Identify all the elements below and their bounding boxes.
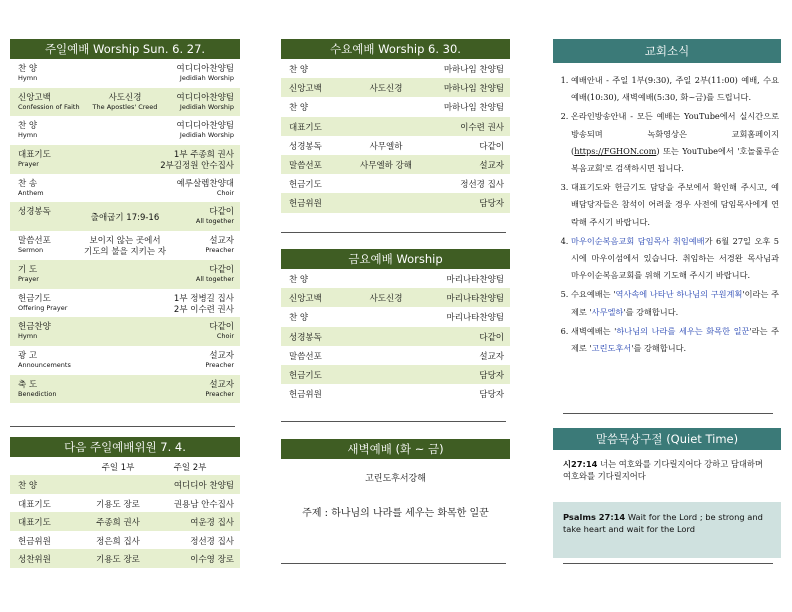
order-leader-2: 2부김정원 안수집사 bbox=[160, 161, 234, 172]
order-leader-en: Choir bbox=[216, 332, 234, 341]
order-item: 찬 양 bbox=[289, 313, 309, 324]
committee-row bbox=[10, 531, 240, 550]
order-row bbox=[281, 155, 510, 174]
qt-english-text: Wait for the Lord ; be strong and take heart and wait for the Lord bbox=[563, 512, 763, 534]
next-week-list bbox=[10, 475, 240, 568]
order-item: 대표기도 bbox=[18, 150, 51, 161]
order-row bbox=[281, 384, 510, 403]
news-items bbox=[553, 72, 779, 357]
order-leader: 1부 주종희 권사 bbox=[173, 150, 234, 161]
news-text: 고린도후서 bbox=[591, 343, 632, 354]
news-item bbox=[571, 179, 779, 231]
order-item: 신앙고백 bbox=[289, 294, 322, 305]
order-leader: 정선경 집사 bbox=[460, 180, 504, 191]
order-item: 헌금찬양 bbox=[18, 322, 51, 333]
news-text: '를 강해합니다. bbox=[631, 343, 687, 354]
order-leader: 예루살렘찬양대 bbox=[176, 178, 234, 189]
order-item: 말씀선포 bbox=[18, 236, 51, 247]
dawn-series: 고린도후서강해 bbox=[365, 474, 426, 484]
news-text: '이라는 주제로 ' bbox=[571, 289, 779, 317]
order-leader-en: Preacher bbox=[205, 360, 234, 369]
order-content: 보이지 않는 곳에서 bbox=[89, 236, 161, 247]
news-text: 온라인방송안내 - 모든 예배는 YouTube에서 실시간으로 방송되며 녹화영상은 교회홈페이지( bbox=[571, 111, 779, 156]
order-leader: 다같이 bbox=[209, 322, 234, 333]
order-leader-en: All together bbox=[195, 217, 234, 226]
committee-role: 헌금위원 bbox=[18, 536, 51, 547]
order-item: 헌금위원 bbox=[289, 390, 322, 401]
wednesday-section bbox=[281, 0, 510, 213]
order-leader: 설교자 bbox=[209, 236, 234, 247]
order-content: 출애굽기 17:9-16 bbox=[90, 213, 160, 224]
order-item-en: Hymn bbox=[18, 332, 38, 341]
order-leader-en: All together bbox=[195, 274, 234, 283]
committee-service-2: 여디디아 찬양팀 bbox=[173, 481, 234, 491]
wednesday-title: 수요예배 Worship 6. 30. bbox=[281, 39, 510, 59]
order-item: 찬 양 bbox=[289, 65, 309, 75]
order-leader: 마리나타찬양팀 bbox=[446, 275, 504, 285]
order-row bbox=[10, 346, 240, 375]
order-item: 성경봉독 bbox=[289, 332, 322, 343]
qt-korean-ref: 시27:14 bbox=[563, 459, 598, 469]
order-row bbox=[10, 88, 240, 117]
order-leader-en: Preacher bbox=[205, 389, 234, 398]
order-item: 신앙고백 bbox=[289, 84, 322, 95]
news-text: 수요예배는 ' bbox=[571, 289, 616, 300]
committee-service-1: 기용도 장로 bbox=[96, 499, 140, 510]
news-title: 교회소식 bbox=[553, 39, 781, 63]
order-leader: 마리나타찬양팀 bbox=[446, 294, 504, 305]
order-row bbox=[281, 269, 510, 288]
order-item: 찬 양 bbox=[289, 103, 309, 114]
order-content-en: The Apostles' Creed bbox=[92, 102, 158, 111]
order-item-en: Hymn bbox=[18, 74, 38, 82]
order-leader: 담당자 bbox=[479, 390, 504, 401]
committee-service-1: 주종희 권사 bbox=[96, 518, 140, 529]
order-item: 찬 양 bbox=[18, 121, 38, 132]
divider bbox=[10, 426, 235, 427]
order-item: 찬 양 bbox=[18, 64, 38, 74]
sunday-section bbox=[10, 0, 240, 403]
news-text: 가 6월 27일 오후 5시에 마우이섬에서 있습니다. 취임하는 서경완 목사님과 마우이순복음교회를 위해 기도해 주시기 바랍니다. bbox=[571, 235, 779, 281]
order-item-en: Confession of Faith bbox=[18, 102, 80, 111]
order-item: 축 도 bbox=[18, 379, 38, 390]
order-row bbox=[10, 375, 240, 404]
committee-role: 찬 양 bbox=[18, 481, 38, 491]
order-leader: 담당자 bbox=[479, 199, 504, 210]
friday-order-list bbox=[281, 269, 510, 403]
order-item: 헌금위원 bbox=[289, 199, 322, 210]
order-content: 사무엘하 bbox=[369, 141, 403, 152]
order-row bbox=[10, 231, 240, 260]
committee-row bbox=[10, 512, 240, 531]
order-item: 광 고 bbox=[18, 350, 38, 361]
order-leader: 마하나임 찬양팀 bbox=[443, 84, 504, 95]
order-item: 헌금기도 bbox=[289, 180, 322, 191]
order-item: 신앙고백 bbox=[18, 92, 51, 103]
order-content: 사도신경 bbox=[108, 92, 142, 103]
friday-section bbox=[281, 249, 510, 403]
order-leader: 다같이 bbox=[209, 207, 234, 218]
news-item bbox=[571, 108, 779, 177]
news-list bbox=[553, 72, 779, 359]
committee-row bbox=[10, 475, 240, 494]
order-item-en: Benediction bbox=[18, 389, 57, 398]
order-item: 헌금기도 bbox=[18, 293, 51, 304]
news-text: 마우이순복음교회 담임목사 취임예배 bbox=[571, 235, 705, 246]
order-leader: 마하나임 찬양팀 bbox=[443, 65, 504, 75]
order-leader: 1부 정병길 집사 bbox=[173, 293, 234, 304]
dawn-section bbox=[281, 439, 510, 519]
qt-english bbox=[553, 502, 781, 558]
order-content: 사도신경 bbox=[369, 294, 403, 305]
order-item-en: Anthem bbox=[18, 188, 44, 197]
order-item: 성경봉독 bbox=[18, 207, 51, 218]
order-row bbox=[281, 136, 510, 155]
committee-service-2: 여운경 집사 bbox=[190, 518, 234, 529]
dawn-theme: 주제 : 하나님의 나라를 세우는 화목한 일꾼 bbox=[302, 508, 489, 519]
order-row bbox=[10, 202, 240, 231]
order-leader: 여디디아찬양팀 bbox=[176, 121, 234, 132]
order-leader: 다같이 bbox=[479, 332, 504, 343]
qt-korean bbox=[553, 450, 781, 498]
news-text: 사무엘하 bbox=[591, 306, 624, 317]
committee-role: 대표기도 bbox=[18, 499, 51, 510]
order-row bbox=[10, 174, 240, 203]
order-leader: 여디디아찬양팀 bbox=[176, 64, 234, 74]
wednesday-order-list bbox=[281, 59, 510, 213]
qt-english-ref: Psalms 27:14 bbox=[563, 512, 626, 522]
divider bbox=[281, 232, 506, 233]
sunday-title: 주일예배 Worship Sun. 6. 27. bbox=[10, 39, 240, 59]
order-row bbox=[281, 327, 510, 346]
qt-korean-text: 너는 여호와를 기다릴지어다 강하고 담대하며 여호와를 기다릴지어다 bbox=[563, 459, 763, 481]
order-item-en: Prayer bbox=[18, 274, 39, 283]
news-text: 예배안내 - 주일 1부(9:30), 주일 2부(11:00) 예배, 수요예배(10:30), 새벽예배(5:30, 화~금)를 드립니다. bbox=[571, 75, 779, 103]
order-leader: 설교자 bbox=[209, 379, 234, 390]
order-row bbox=[281, 78, 510, 97]
order-row bbox=[10, 317, 240, 346]
news-text: '를 강해합니다. bbox=[623, 306, 679, 317]
col-service-2: 주일 2부 bbox=[173, 463, 207, 473]
order-leader-en: Preacher bbox=[205, 246, 234, 255]
committee-service-1: 정은희 집사 bbox=[96, 536, 140, 547]
order-item-en: Hymn bbox=[18, 131, 38, 140]
order-row bbox=[10, 260, 240, 289]
order-item: 헌금기도 bbox=[289, 370, 322, 381]
order-row bbox=[281, 97, 510, 116]
order-item: 말씀선포 bbox=[289, 351, 322, 362]
order-item-en: Offering Prayer bbox=[18, 303, 68, 312]
committee-role: 대표기도 bbox=[18, 518, 51, 529]
order-item: 기 도 bbox=[18, 264, 38, 275]
committee-role: 성찬위원 bbox=[18, 555, 51, 566]
order-leader: 다같이 bbox=[479, 141, 504, 152]
news-text: 역사속에 나타난 하나님의 구원계획 bbox=[615, 289, 743, 300]
news-text: 새벽예배는 ' bbox=[571, 325, 617, 336]
order-leader-en: Jedidiah Worship bbox=[179, 74, 234, 82]
news-section bbox=[553, 0, 781, 63]
qt-title: 말씀묵상구절 (Quiet Time) bbox=[553, 428, 781, 450]
committee-service-2: 이수영 장로 bbox=[190, 555, 234, 566]
order-leader-en: Jedidiah Worship bbox=[179, 131, 234, 140]
committee-row bbox=[10, 494, 240, 513]
order-row bbox=[281, 174, 510, 193]
committee-service-1: 기용도 장로 bbox=[96, 555, 140, 566]
order-leader-en: Jedidiah Worship bbox=[179, 102, 234, 111]
committee-row bbox=[10, 549, 240, 568]
order-item-en: Announcements bbox=[18, 360, 71, 369]
order-content: 사무엘하 강해 bbox=[360, 160, 412, 171]
next-week-section bbox=[10, 437, 240, 568]
order-row bbox=[281, 59, 510, 78]
order-content: 사도신경 bbox=[369, 84, 403, 95]
order-item-en: Prayer bbox=[18, 160, 39, 169]
committee-service-2: 정선경 집사 bbox=[190, 536, 234, 547]
order-row bbox=[10, 59, 240, 88]
order-item: 찬 양 bbox=[289, 275, 309, 285]
divider bbox=[563, 563, 773, 564]
order-leader: 설교자 bbox=[479, 160, 504, 171]
news-text: 대표기도와 헌금기도 담당을 주보에서 확인해 주시고, 예배담당자들은 참석이 어려울 경우 사전에 담임목사에게 연락해 주시기 바랍니다. bbox=[571, 182, 779, 227]
order-leader-2: 2부 이수련 권사 bbox=[173, 304, 234, 315]
news-item bbox=[571, 72, 779, 106]
order-item: 성경봉독 bbox=[289, 141, 322, 152]
news-item bbox=[571, 286, 779, 320]
order-row bbox=[281, 193, 510, 212]
order-row bbox=[281, 307, 510, 326]
divider bbox=[281, 421, 506, 422]
divider bbox=[281, 563, 506, 564]
divider bbox=[563, 413, 773, 414]
sunday-order-list bbox=[10, 59, 240, 403]
order-leader: 마리나타찬양팀 bbox=[446, 313, 504, 324]
order-leader: 담당자 bbox=[479, 370, 504, 381]
order-row bbox=[281, 365, 510, 384]
order-item: 대표기도 bbox=[289, 122, 322, 133]
order-row bbox=[281, 117, 510, 136]
order-item-en: Sermon bbox=[18, 246, 44, 255]
order-row bbox=[281, 346, 510, 365]
order-leader: 이수련 권사 bbox=[460, 122, 504, 133]
next-week-header-row bbox=[10, 457, 240, 475]
order-item: 말씀선포 bbox=[289, 160, 322, 171]
order-leader: 설교자 bbox=[479, 351, 504, 362]
order-leader: 마하나임 찬양팀 bbox=[443, 103, 504, 114]
order-row bbox=[10, 289, 240, 318]
order-leader: 설교자 bbox=[209, 350, 234, 361]
order-row bbox=[10, 145, 240, 174]
order-row bbox=[10, 116, 240, 145]
committee-service-2: 권용남 안수집사 bbox=[173, 499, 234, 510]
friday-title: 금요예배 Worship bbox=[281, 249, 510, 269]
order-leader-en: Choir bbox=[216, 188, 234, 197]
order-content-2: 기도의 불을 지키는 자 bbox=[83, 247, 166, 258]
news-text: '라는 주제로 ' bbox=[571, 325, 779, 354]
next-week-title: 다음 주일예배위원 7. 4. bbox=[10, 437, 240, 457]
dawn-title: 새벽예배 (화 ~ 금) bbox=[281, 439, 510, 459]
news-item bbox=[571, 323, 779, 357]
order-item: 찬 송 bbox=[18, 178, 38, 189]
homepage-link[interactable]: https://FGHON.com bbox=[574, 145, 657, 156]
qt-section bbox=[553, 428, 781, 558]
order-leader: 여디디아찬양팀 bbox=[176, 92, 234, 103]
news-text: ) 또는 YouTube에서 '호놀룰루순복음교회'로 검색하시면 됩니다. bbox=[571, 145, 779, 174]
order-leader: 다같이 bbox=[209, 264, 234, 275]
col-service-1: 주일 1부 bbox=[101, 463, 135, 473]
order-row bbox=[281, 288, 510, 307]
news-text: 하나님의 나라를 세우는 화목한 일꾼 bbox=[616, 325, 750, 336]
news-item bbox=[571, 233, 779, 285]
